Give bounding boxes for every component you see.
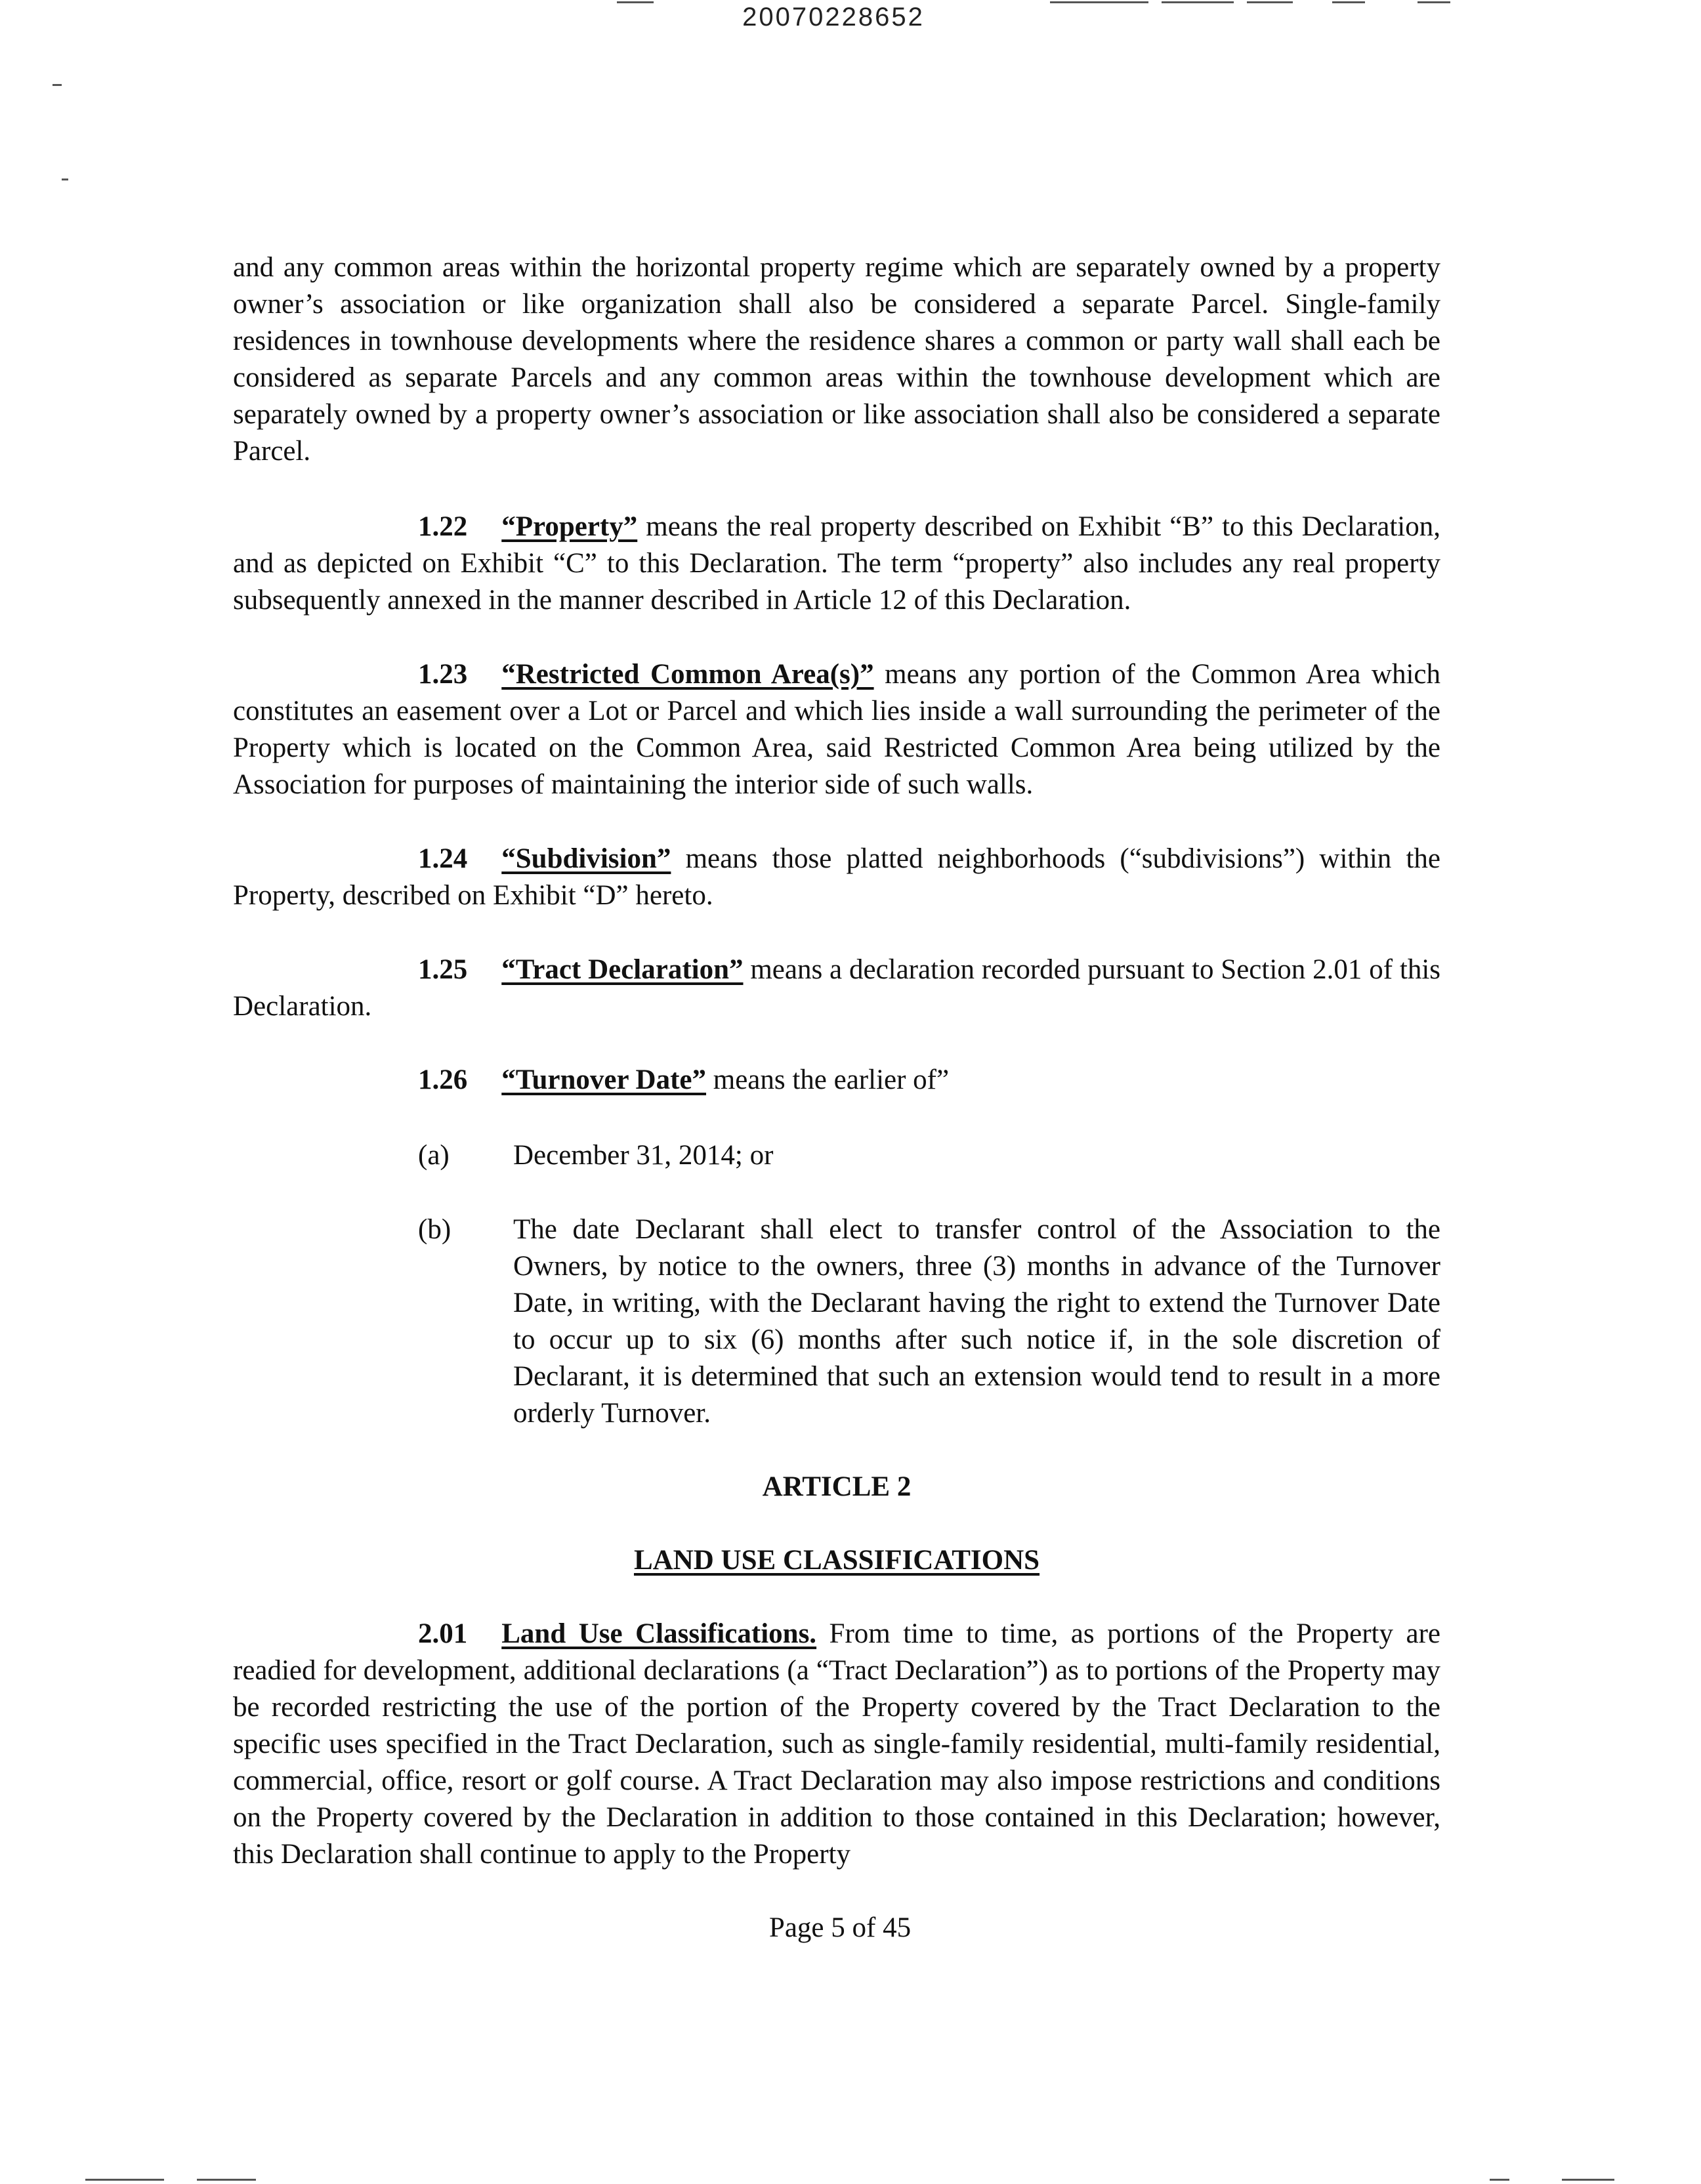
article-title (233, 1542, 1440, 1579)
definition-text: means a declaration recorded pursuant to Section 2.01 of this Declaration. (233, 954, 1440, 1022)
definition-text: means any portion of the Common Area which constitutes an easement over a Lot or Parcel and which lies inside a wall surrounding the perimeter of the Property which is located on the Common Area, said Restricted Common Area being utilized by the Association for purposes of maintaining the interior side of such walls. (233, 659, 1440, 800)
scan-mark (1332, 1, 1365, 3)
defined-term: “Property” (501, 511, 638, 542)
document-number: 20070228652 (742, 3, 925, 32)
list-text: December 31, 2014; or (513, 1140, 774, 1171)
scan-mark (62, 178, 68, 180)
section-number: 1.26 (418, 1064, 468, 1095)
section-number: 1.25 (418, 954, 468, 985)
definition-1-26 (233, 1062, 1440, 1099)
definition-1-25 (233, 952, 1440, 1025)
scan-mark (85, 2179, 164, 2181)
scan-mark (1562, 2179, 1614, 2181)
definition-text: means the earlier of” (706, 1064, 950, 1095)
list-label: (b) (418, 1214, 452, 1245)
section-text: From time to time, as portions of the Property are readied for development, additional declarations (a “Tract Declaration”) as to portions of the Property may be recorded restricting the use of the portion of the Property covered by the Tract Declaration to the specific uses specified in the Tract Declaration, such as single-family residential, multi-family residential, commercial, office, resort or golf course. A Tract Declaration may also impose restrictions and conditions on the Property covered by the Declaration in addition to those contained in this Declaration; however, this Declaration shall continue to apply to the Property (233, 1618, 1440, 1870)
scan-mark (197, 2179, 256, 2181)
article-heading: ARTICLE 2 (762, 1471, 912, 1502)
section-number: 1.24 (418, 843, 468, 874)
article-title-text: LAND USE CLASSIFICATIONS (633, 1545, 1040, 1576)
scan-mark (52, 84, 62, 86)
scan-mark (1418, 1, 1450, 3)
intro-paragraph: and any common areas within the horizontal property regime which are separately owned by a property owner’s association or like organization shall also be considered a separate Parcel. Single-family residences in townhouse developments where the residence shares a common or party wall shall each be considered as separate Parcels and any common areas within the townhouse development which are separately owned by a property owner’s association or like association shall also be considered a separate Parcel. (233, 252, 1440, 467)
definition-1-22 (233, 509, 1440, 619)
section-number: 2.01 (418, 1618, 468, 1649)
defined-term: “Tract Declaration” (501, 954, 744, 985)
section-2-01 (233, 1616, 1440, 1873)
page-number: Page 5 of 45 (768, 1912, 912, 1943)
scan-mark (617, 1, 654, 3)
scan-mark (1162, 1, 1234, 3)
scan-mark (1490, 2179, 1509, 2181)
list-text: The date Declarant shall elect to transfer control of the Association to the Owners, by notice to the owners, three (3) months in advance of the Turnover Date, in writing, with the Declarant having the right to extend the Turnover Date to occur up to six (6) months after such notice if, in the sole discretion of Declarant, it is determined that such an extension would tend to result in a more orderly Turnover. (513, 1214, 1440, 1429)
defined-term: “Restricted Common Area(s)” (501, 659, 874, 690)
section-title: Land Use Classifications. (501, 1618, 817, 1649)
definition-1-24 (233, 841, 1440, 914)
definition-1-23 (233, 656, 1440, 803)
section-number: 1.23 (418, 659, 468, 690)
defined-term: “Subdivision” (501, 843, 671, 874)
definition-text: means the real property described on Exhibit “B” to this Declaration, and as depicted on Exhibit “C” to this Declaration. The term “property” also includes any real property subsequently annexed in the manner described in Article 12 of this Declaration. (233, 511, 1440, 616)
list-label: (a) (418, 1140, 450, 1171)
section-number: 1.22 (418, 511, 468, 542)
scan-mark (1050, 1, 1148, 3)
definition-text: means those platted neighborhoods (“subdivisions”) within the Property, described on Exhibit “D” hereto. (233, 843, 1440, 911)
scan-mark (1247, 1, 1293, 3)
defined-term: “Turnover Date” (501, 1064, 706, 1095)
